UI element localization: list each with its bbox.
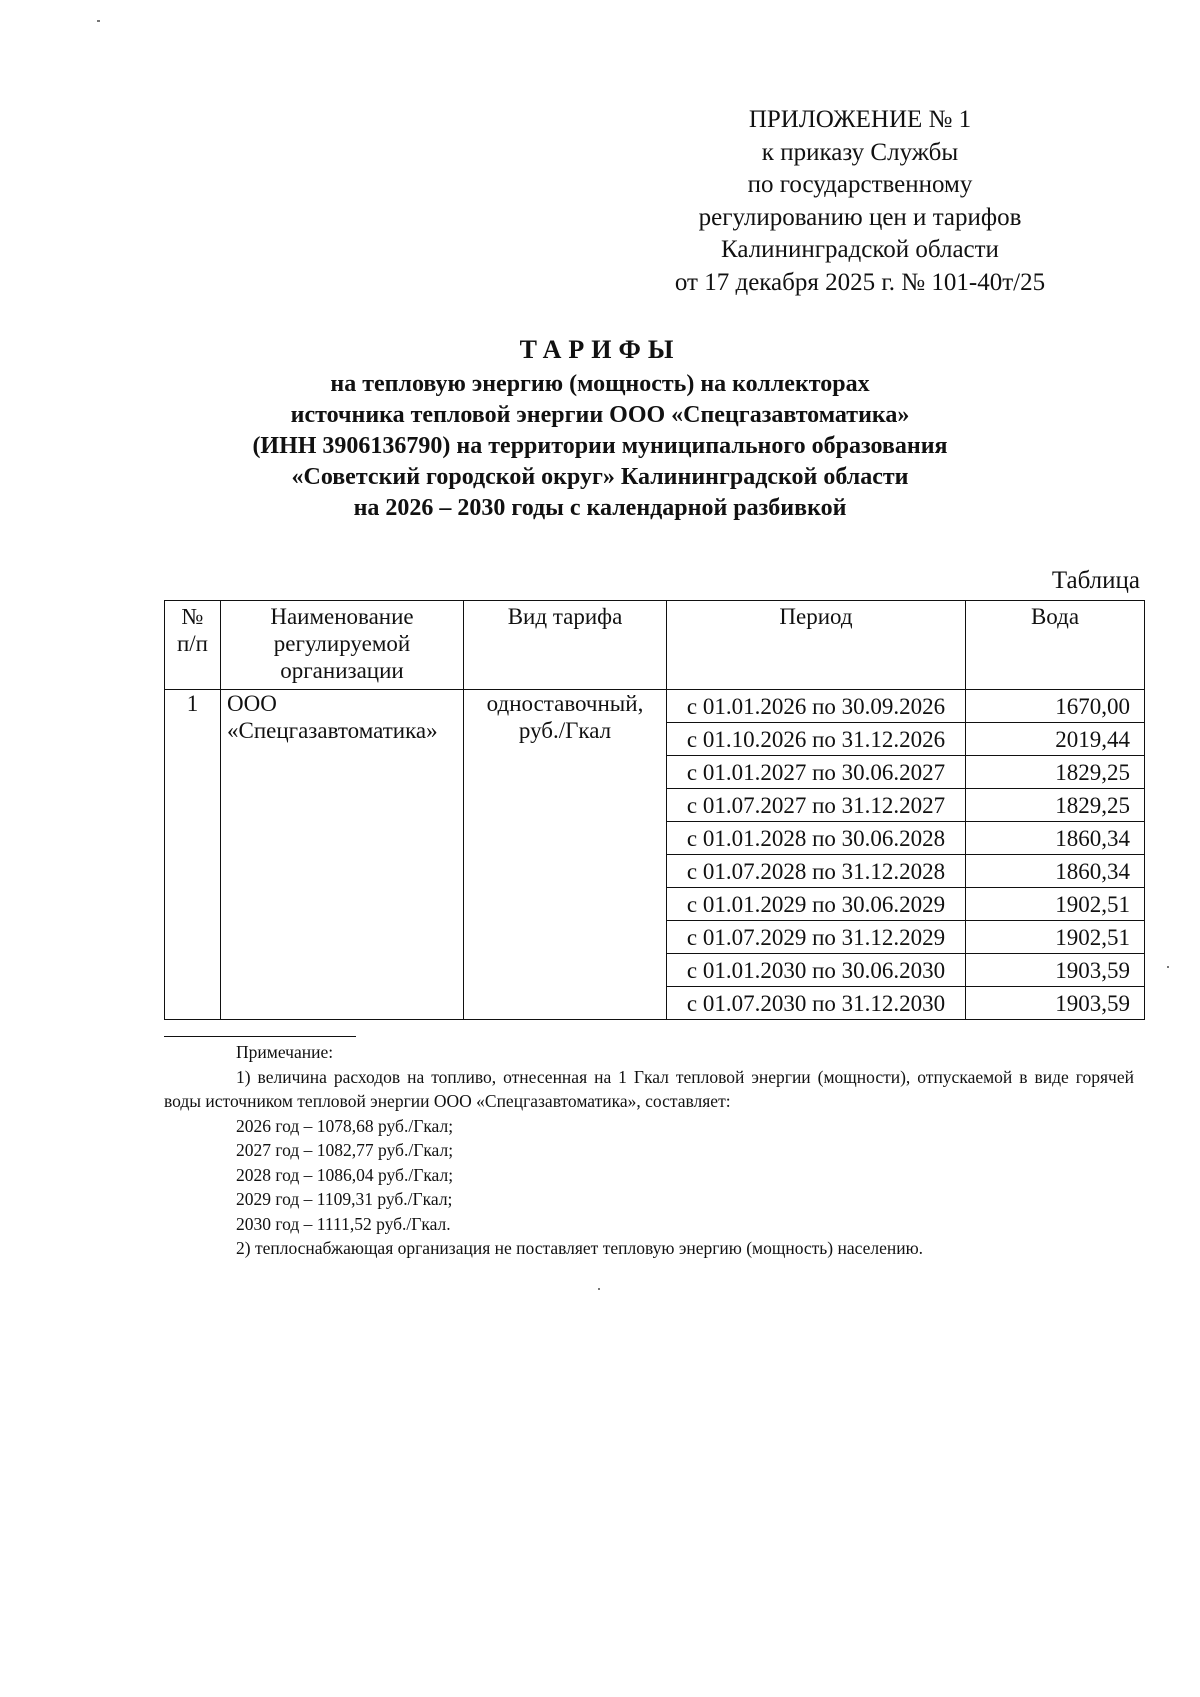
note-1: 1) величина расходов на топливо, отнесенная на 1 Гкал тепловой энергии (мощности), отпускаемой в виде горячей воды источником тепловой энергии ООО «Спецгазавтоматика», составляет: — [164, 1066, 1134, 1111]
appendix-line: от 17 декабря 2025 г. № 101-40т/25 — [674, 268, 1046, 296]
header-num: № п/п — [165, 601, 221, 690]
title-line: на тепловую энергию (мощность) на коллекторах — [330, 371, 870, 397]
cell-tariff-type: одноставочный, руб./Гкал — [464, 690, 667, 1020]
note-year-line: 2028 год – 1086,04 руб./Гкал; — [236, 1164, 454, 1185]
scan-speck — [598, 1288, 600, 1290]
footnote-divider — [164, 1036, 356, 1037]
table-row — [165, 690, 1145, 723]
cell-value: 1902,51 — [966, 921, 1145, 954]
appendix-line: ПРИЛОЖЕНИЕ № 1 — [748, 106, 972, 133]
note-year-line: 2027 год – 1082,77 руб./Гкал; — [236, 1140, 454, 1160]
header-period: Период — [667, 601, 966, 690]
document-title — [160, 334, 1040, 524]
scan-speck — [1167, 966, 1169, 968]
appendix-header — [600, 104, 1120, 299]
title-line: на 2026 – 2030 годы с календарной разбивкой — [353, 495, 847, 521]
appendix-line: Калининградской области — [721, 236, 999, 263]
header-tariff-type: Вид тарифа — [464, 601, 667, 690]
cell-value: 1902,51 — [966, 888, 1145, 921]
cell-value: 1829,25 — [966, 789, 1145, 822]
cell-value: 1903,59 — [966, 987, 1145, 1020]
cell-period: с 01.01.2028 по 30.06.2028 — [667, 822, 966, 855]
tariff-table — [164, 600, 1145, 1020]
title-line: «Советский городской округ» Калининградской области — [291, 464, 909, 490]
cell-period: с 01.01.2029 по 30.06.2029 — [667, 888, 966, 921]
cell-value: 2019,44 — [966, 723, 1145, 756]
appendix-line: по государственному — [747, 171, 973, 198]
cell-org: ООО «Спецгазавтоматика» — [221, 690, 464, 1020]
cell-value: 1829,25 — [966, 756, 1145, 789]
appendix-line: к приказу Службы — [761, 138, 959, 166]
cell-period: с 01.07.2029 по 31.12.2029 — [667, 921, 966, 954]
cell-period: с 01.01.2026 по 30.09.2026 — [667, 690, 966, 723]
title-line: (ИНН 3906136790) на территории муниципального образования — [252, 433, 948, 459]
cell-period: с 01.07.2028 по 31.12.2028 — [667, 855, 966, 888]
cell-period: с 01.10.2026 по 31.12.2026 — [667, 723, 966, 756]
cell-value: 1860,34 — [966, 822, 1145, 855]
cell-period: с 01.01.2027 по 30.06.2027 — [667, 756, 966, 789]
scan-speck — [97, 20, 100, 22]
cell-period: с 01.01.2030 по 30.06.2030 — [667, 954, 966, 987]
note-2: 2) теплоснабжающая организация не поставляет тепловую энергию (мощность) населению. — [236, 1238, 924, 1258]
cell-period: с 01.07.2030 по 31.12.2030 — [667, 987, 966, 1020]
appendix-line: регулированию цен и тарифов — [698, 203, 1022, 231]
cell-value: 1670,00 — [966, 690, 1145, 723]
cell-value: 1903,59 — [966, 954, 1145, 987]
cell-period: с 01.07.2027 по 31.12.2027 — [667, 789, 966, 822]
notes — [164, 1040, 1134, 1261]
note-year-line: 2029 год – 1109,31 руб./Гкал; — [236, 1189, 453, 1209]
table-label: Таблица — [1051, 567, 1140, 594]
header-org: Наименование регулируемой организации — [221, 601, 464, 690]
cell-value: 1860,34 — [966, 855, 1145, 888]
title-line: источника тепловой энергии ООО «Спецгазавтоматика» — [290, 402, 910, 428]
table-header-row — [165, 601, 1145, 690]
header-value: Вода — [966, 601, 1145, 690]
notes-heading: Примечание: — [236, 1042, 334, 1062]
title-main: ТАРИФЫ — [519, 335, 681, 364]
note-year-line: 2030 год – 1111,52 руб./Гкал. — [236, 1213, 451, 1234]
cell-num: 1 — [165, 690, 221, 1020]
note-year-line: 2026 год – 1078,68 руб./Гкал; — [236, 1115, 454, 1136]
